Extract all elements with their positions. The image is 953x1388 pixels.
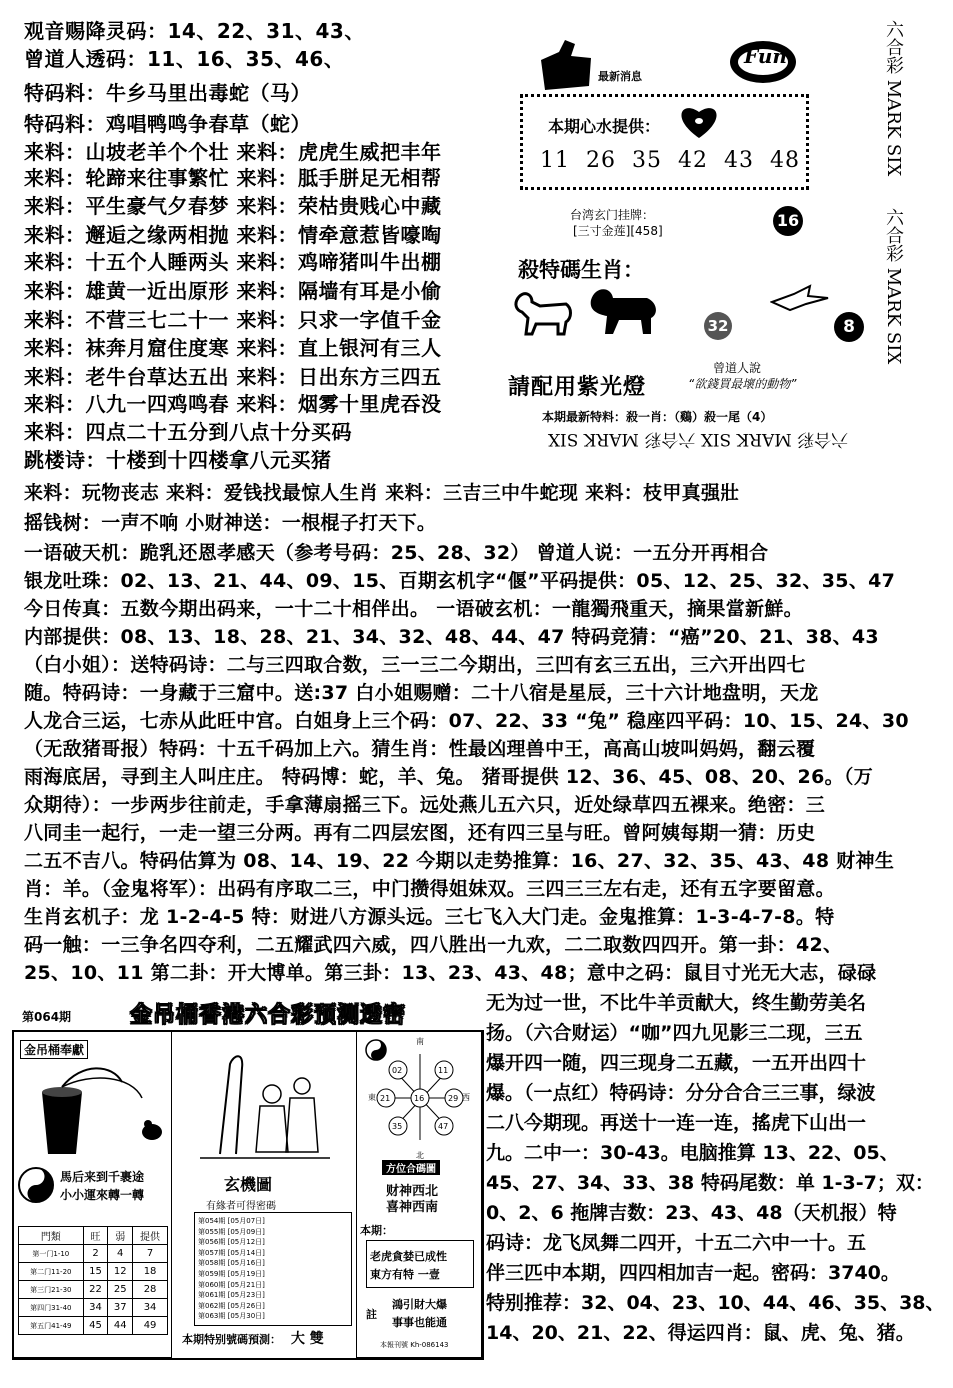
phone-number: 本報刊號 Kh-086143	[380, 1341, 449, 1349]
text-line: 来料：八九一四鸡鸣春 来料：烟雾十里虎吞没	[24, 392, 442, 416]
tiger-line: 老虎貪婪已成性	[370, 1250, 447, 1263]
gift-label: 金吊桶奉獻	[20, 1040, 88, 1059]
taiwan-ball: 16	[773, 206, 803, 236]
table-cell: 22	[83, 1281, 108, 1299]
text-line: 来料：十五个人睡两头 来料：鸡啼猪叫牛出棚	[24, 250, 442, 274]
picture-label: 玄機圖	[224, 1175, 273, 1194]
text-line: 来料：邂逅之缘两相抛 来料：情牵意惹皆嚎啕	[24, 223, 442, 247]
table-cell: 第五门41-49	[19, 1317, 84, 1335]
text-line: 码一触：一三争名四夺利，二五耀武四六威，四八胜出一九欢，二二取数四四开。第一卦：42、	[24, 934, 843, 956]
table-row	[19, 1263, 168, 1281]
heart-number: 42	[678, 148, 708, 173]
text-line: 八同圭一起行，一走一望三分两。再有二四层宏图，还有四三呈与旺。曾阿姨每期一猜：历史	[24, 822, 816, 844]
heart-number: 35	[632, 148, 662, 173]
text-line: 来料：平生豪气夕春梦 来料：荣枯贵贱心中藏	[24, 194, 442, 218]
bird-icon	[770, 284, 830, 312]
text-line: 跳楼诗：十楼到十四楼拿八元买猪	[24, 448, 332, 472]
text-line: 来料：山坡老羊个个壮 来料：虎虎生威把丰年	[24, 140, 442, 164]
table-cell: 15	[83, 1263, 108, 1281]
tiger-line: 東方有特 一壹	[370, 1268, 440, 1281]
promo-quote: “欲錢買最壞的動物”	[688, 377, 797, 391]
text-line: 45、27、34、33、38 特码尾数：单 1-3-7；双：	[486, 1172, 934, 1194]
promo-footer: 本期最新特料：殺一肖：（鷄）殺一尾（4）	[542, 410, 773, 424]
text-line: 来料：玩物丧志 来料：爱钱找最惊人生肖 来料：三吉三中牛蛇现 来料：枝甲真强壯	[24, 482, 740, 504]
compass-number: 47	[438, 1122, 449, 1131]
table-header: 旺	[83, 1227, 108, 1245]
table-row	[19, 1317, 168, 1335]
issue-number: 第064期	[22, 1010, 72, 1024]
table-cell: 34	[83, 1299, 108, 1317]
kill-ball: 32	[704, 312, 732, 340]
newspaper-title: 金吊桶香港六合彩预测透密	[130, 1003, 407, 1028]
table-header: 提供	[133, 1227, 168, 1245]
text-line: 码诗：龙飞凤舞二四开，十五二六中一十。五	[486, 1232, 867, 1254]
taiwan-value: [三寸金莲][458]	[573, 224, 663, 238]
poem-line: 馬后来到千裹途	[60, 1170, 145, 1184]
text-line: 九。二中一：30-43。电脑推算 13、22、05、	[486, 1142, 899, 1164]
results-list: 第054期 [05月07日] 第055期 [05月09日] 第056期 [05月12日] 第057期 [05月14日] 第058期 [05月16日] 第059期 [05月19日] 第060期 [05月21日] 第061期 [05月23日] 第062期 [05月26日] 第063期 [05月30日]	[198, 1217, 265, 1321]
text-line: 肖：羊。（金鬼将军）：出码有序取二三，中门攒得姐妹双。三四三三左右走，还有五字要留意。	[24, 878, 835, 900]
table-cell: 34	[133, 1299, 168, 1317]
text-line: （白小姐）：送特码诗：二与三四取合数，三一三二今期出，三凹有玄三五出，三六开出四七	[24, 654, 806, 676]
text-line: 银龙吐珠：02、13、21、44、09、15、百期玄机字“偃”平码提供：05、12、25、32、35、47	[24, 570, 896, 592]
heart-icon	[676, 104, 722, 140]
bucket-icon	[22, 1062, 170, 1158]
compass-north: 北	[416, 1151, 424, 1160]
heart-number: 26	[586, 148, 616, 173]
text-line: 来料：雄黄一近出原形 来料：隔墙有耳是小偷	[24, 279, 442, 303]
text-line: 随。特码诗：一身藏于三窟中。送:37 白小姐赐赠：二十八宿是星辰，三十六计地盘明，天龙	[24, 682, 819, 704]
text-line: 扬。（六合财运）“咖”四九见影三二现，三五	[486, 1022, 863, 1044]
thumb-icon	[535, 38, 597, 92]
table-cell: 44	[108, 1317, 133, 1335]
text-line: 内部提供：08、13、18、28、21、34、32、48、44、47 特码竞猜：“癌”20、21、38、43	[24, 626, 879, 648]
special-value: 大 雙	[290, 1331, 324, 1347]
table-cell: 4	[108, 1245, 133, 1263]
table-row	[19, 1245, 168, 1263]
bottom-banner: 六合彩 MARK SIX 六合彩 MARK SIX	[547, 429, 849, 449]
text-line: 二五不吉八。特码估算为 08、14、19、22 今期以走势推算：16、27、32、35、43、48 财神生	[24, 850, 895, 872]
text-line: 来料：轮蹄来往事繁忙 来料：胝手胼足无相帮	[24, 166, 442, 190]
text-line: 爆。（一点红）特码诗：分分合合三三事，绿波	[486, 1082, 876, 1104]
text-line: 爆开四一随，四三现身二五藏，一五开出四十	[486, 1052, 867, 1074]
note-line: 事事也能通	[392, 1316, 447, 1329]
vertical-banner: 六合彩 MARK SIX	[883, 20, 904, 177]
dog-icon	[510, 288, 580, 336]
benqi-label: 本期：	[360, 1224, 393, 1237]
text-line: （无敌猪哥报）特码：十五千码加上六。猜生肖：性最凶理兽中王，高高山坡叫妈妈，翻云覆	[24, 738, 816, 760]
table-cell: 18	[133, 1263, 168, 1281]
special-label: 本期特别號碼預測：	[182, 1333, 281, 1346]
compass-number: 21	[380, 1094, 391, 1103]
text-line: 生肖玄机子：龙 1-2-4-5 特：财进八方源头远。三七飞入大门走。金鬼推算：1-3-4-7-8。特	[24, 906, 835, 928]
fun-brand: Fun	[744, 44, 787, 68]
heart-number: 43	[724, 148, 754, 173]
poem-line: 小小運來轉一轉	[60, 1188, 145, 1202]
yin-yang-icon	[17, 1166, 55, 1204]
table-cell: 第四门31-40	[19, 1299, 84, 1317]
taiwan-label: 台湾玄门挂牌：	[570, 208, 655, 222]
news-label: 最新消息	[598, 70, 642, 83]
compass-number: 11	[438, 1066, 449, 1075]
table-header: 門類	[19, 1227, 84, 1245]
vertical-banner: 六合彩 MARK SIX	[883, 208, 904, 365]
table-cell: 7	[133, 1245, 168, 1263]
text-line: 特码料：鸡唱鸭鸣争春草（蛇）	[24, 112, 311, 136]
text-line: 来料：不营三七二十一 来料：只求一字值千金	[24, 308, 442, 332]
table-cell: 45	[83, 1317, 108, 1335]
text-line: 雨海底居，寻到主人叫庄庄。 特码博：蛇，羊、兔。 猪哥提供 12、36、45、08、20、26。（万	[24, 766, 873, 788]
table-cell: 25	[108, 1281, 133, 1299]
text-line: 伴三匹中本期，四四相加吉一起。密码：3740。	[486, 1262, 900, 1284]
compass-south: 南	[416, 1037, 424, 1046]
lion-icon	[585, 282, 665, 338]
text-line: 来料：老牛台草达五出 来料：日出东方三四五	[24, 365, 442, 389]
table-row	[19, 1281, 168, 1299]
heart-number: 48	[770, 148, 800, 173]
text-line: 14、20、21、22、得运四肖：鼠、虎、兔、猪。	[486, 1322, 915, 1344]
text-line: 来料：四点二十五分到八点十分买码	[24, 420, 352, 444]
compass-caption: 方位合碼圖	[382, 1160, 440, 1175]
note-line: 鴻引財大爆	[392, 1298, 447, 1311]
table-cell: 第二门11-20	[19, 1263, 84, 1281]
text-line: 来料：袜奔月窟住度寒 来料：直上银河有三人	[24, 336, 442, 360]
text-line: 人龙合三运，七赤从此旺中宫。白姐身上三个码：07、22、33 “兔” 稳座四平码：10、15、24、30	[24, 710, 909, 732]
compass-number: 29	[448, 1094, 459, 1103]
table-header: 弱	[108, 1227, 133, 1245]
kill-title: 殺特碼生肖：	[518, 257, 644, 282]
promo-left: 請配用紫光燈	[508, 374, 647, 400]
table-cell: 第一门1-10	[19, 1245, 84, 1263]
text-line: 无为过一世，不比牛羊贡献大，终生勤劳美名	[486, 992, 867, 1014]
text-line: 二八今期现。再送十一连一连，搖虎下山出一	[486, 1112, 867, 1134]
table-cell: 第三门21-30	[19, 1281, 84, 1299]
compass-number: 35	[392, 1122, 403, 1131]
heart-number: 11	[540, 148, 570, 173]
text-line: 0、2、6 拖牌吉数：23、43、48（天机报）特	[486, 1202, 897, 1224]
text-line: 曾道人透码：11、16、35、46、	[24, 47, 345, 71]
wealth-line: 财神西北	[386, 1184, 439, 1199]
text-line: 25、10、11 第二卦：开大博单。第三卦：13、23、43、48；意中之码：鼠目寸光无大志，碌碌	[24, 962, 877, 984]
compass-west: 西	[462, 1093, 470, 1102]
door-table	[18, 1226, 168, 1335]
text-line: 众期待）：一步两步往前走，手拿薄扇摇三下。远处燕儿五六只，近处绿草四五裸来。绝密：三	[24, 794, 826, 816]
heart-label: 本期心水提供：	[548, 117, 661, 136]
compass-number: 02	[392, 1066, 403, 1075]
note-label: 註	[366, 1308, 377, 1321]
text-line: 观音赐降灵码：14、22、31、43、	[24, 19, 365, 43]
promo-sayer: 曾道人說	[713, 361, 762, 375]
mystery-picture	[190, 1044, 340, 1164]
wealth-line: 喜神西南	[386, 1200, 439, 1215]
compass-east: 東	[368, 1093, 376, 1102]
special-prediction	[182, 1328, 324, 1348]
text-line: 特码料：牛乡马里出毒蛇（马）	[24, 81, 311, 105]
text-line: 特别推荐：32、04、23、10、44、46、35、38、	[486, 1292, 945, 1314]
table-cell: 28	[133, 1281, 168, 1299]
heart-number-box	[520, 94, 809, 190]
text-line: 今日传真：五数今期出码来，一十二十相伴出。 一语破玄机：一龍獨飛重天，摘果當新鮮。	[24, 598, 803, 620]
table-header-row	[19, 1227, 168, 1245]
text-line: 一语破天机：跪乳还恩孝感天（参考号码：25、28、32） 曾道人说：一五分开再相合	[24, 542, 769, 564]
table-cell: 49	[133, 1317, 168, 1335]
right-paragraph	[486, 988, 945, 1348]
text-line: 摇钱树：一声不响 小财神送：一根棍子打天下。	[24, 512, 437, 534]
table-cell: 12	[108, 1263, 133, 1281]
compass-number: 16	[414, 1094, 425, 1103]
heart-numbers	[540, 148, 800, 173]
table-cell: 2	[83, 1245, 108, 1263]
table-cell: 37	[108, 1299, 133, 1317]
kill-ball: 8	[834, 312, 864, 342]
picture-subtitle: 有緣者可得密碼	[206, 1201, 276, 1212]
table-row	[19, 1299, 168, 1317]
